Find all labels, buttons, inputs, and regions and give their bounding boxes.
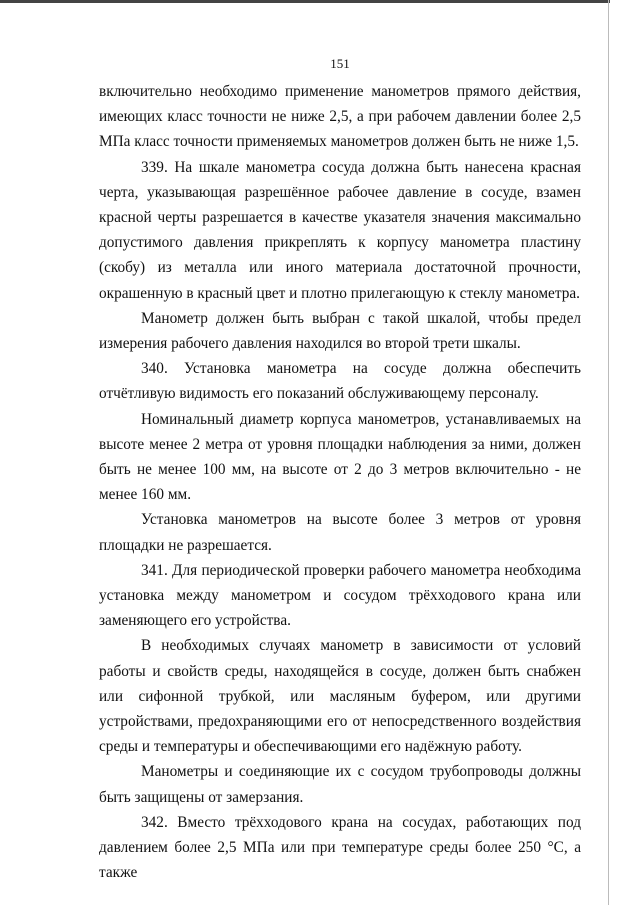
page-number: 151 bbox=[330, 56, 350, 71]
right-border-line bbox=[608, 0, 609, 905]
paragraph-continuation: включительно необходимо применение манометров прямого действия, имеющих класс точности не ниже 2,5, а при рабочем давлении более 2,5 МПа класс точности применяемых манометров должен быть не ниже 1,5. bbox=[99, 83, 581, 151]
paragraph-339: 339. На шкале манометра сосуда должна быть нанесена красная черта, указывающая разрешённое рабочее давление в сосуде, взамен красной черты разрешается в качестве указателя значения максимально допустимого давления прикреплять к корпусу манометра пластину (скобу) из металла или иного материала достаточной прочности, окрашенную в красный цвет и плотно прилегающую к стеклу манометра. bbox=[99, 158, 581, 302]
paragraph-341-freezing: Манометры и соединяющие их с сосудом трубопроводы должны быть защищены от замерзания. bbox=[99, 763, 581, 806]
paragraph-340-height: Установка манометров на высоте более 3 метров от уровня площадки не разрешается. bbox=[99, 511, 581, 554]
document-body bbox=[99, 79, 581, 886]
paragraph-342: 342. Вместо трёхходового крана на сосудах, работающих под давлением более 2,5 МПа или при температуре среды более 250 °С, а также bbox=[99, 813, 581, 882]
paragraph-340-diameter: Номинальный диаметр корпуса манометров, устанавливаемых на высоте менее 2 метра от уровня площадки наблюдения за ними, должен быть не менее 100 мм, на высоте от 2 до 3 метров включительно - не менее 160 мм. bbox=[99, 410, 581, 504]
paragraph-339-scale: Манометр должен быть выбран с такой шкалой, чтобы предел измерения рабочего давления находился во второй трети шкалы. bbox=[99, 309, 581, 353]
top-border-line bbox=[0, 0, 610, 3]
paragraph-341: 341. Для периодической проверки рабочего манометра необходима установка между манометром и сосудом трёхходового крана или заменяющего его устройства. bbox=[99, 561, 581, 630]
paragraph-340: 340. Установка манометра на сосуде должна обеспечить отчётливую видимость его показаний обслуживающему персоналу. bbox=[99, 360, 581, 403]
paragraph-341-protection: В необходимых случаях манометр в зависимости от условий работы и свойств среды, находящейся в сосуде, должен быть снабжен или сифонной трубкой, или масляным буфером, или другими устройствами, предохраняющими его от непосредственного воздействия среды и температуры и обеспечивающими его надёжную работу. bbox=[99, 637, 581, 756]
